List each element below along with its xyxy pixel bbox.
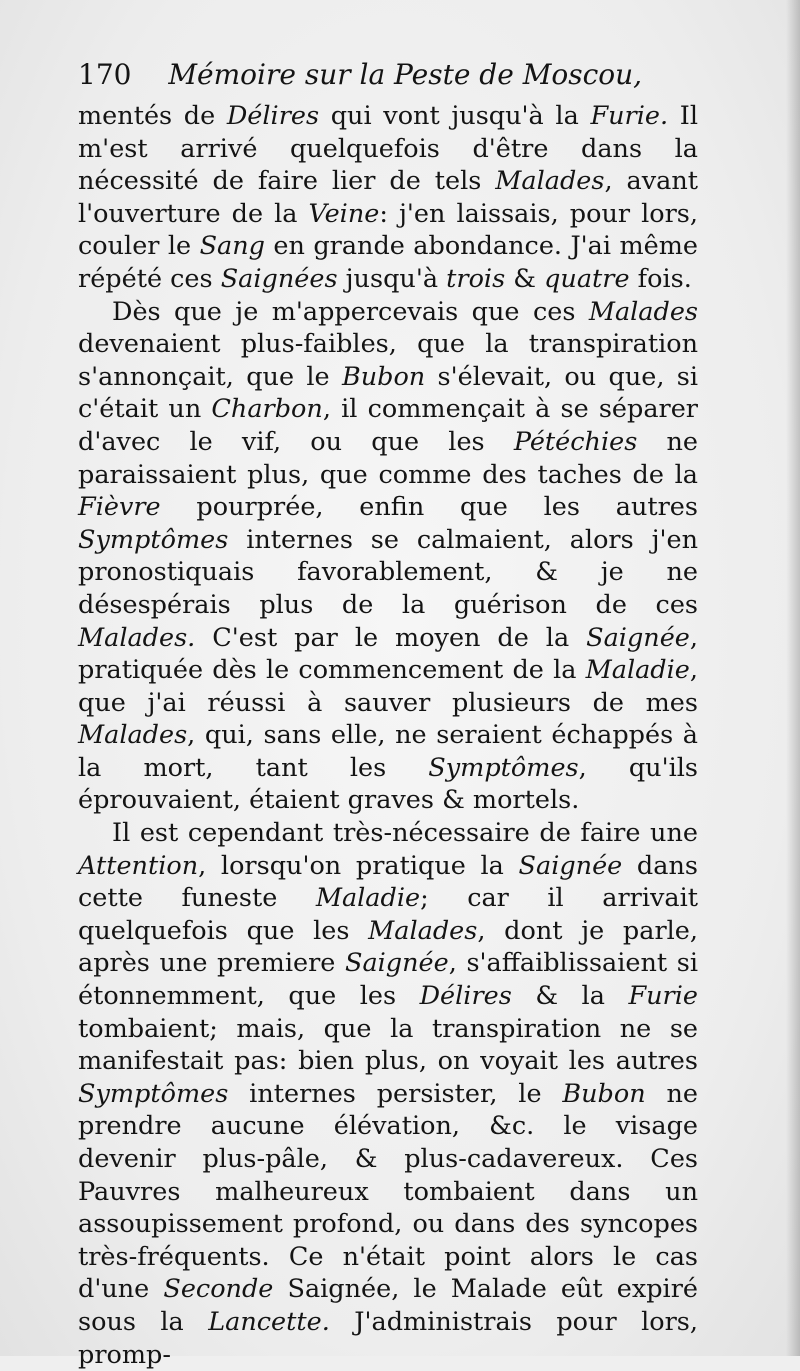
- paragraph-2: [78, 296, 698, 818]
- italic-term: Seconde: [163, 1274, 274, 1305]
- running-title: Mémoire sur la Peste de Moscou,: [168, 58, 643, 91]
- italic-term: Délires: [419, 981, 512, 1012]
- italic-term: Bubon: [562, 1078, 646, 1109]
- text-run: ne prendre aucune élévation, &c. le visage devenir plus-pâle, & plus-cadavereux. Ces Pauvres malheureux tombaient dans un assoupissement profond, ou dans des syncopes très-fréquents. Ce n'était point alors le cas d'une: [78, 1078, 699, 1305]
- italic-term: trois: [446, 263, 506, 294]
- italic-term: Délires: [226, 101, 320, 131]
- text-run: internes persister, le: [228, 1078, 563, 1109]
- italic-term: Attention: [78, 850, 199, 881]
- italic-term: Lancette.: [208, 1306, 330, 1337]
- text-run: Saignée, le Malade eût expiré sous la: [78, 1274, 698, 1337]
- italic-term: Saignées: [220, 263, 338, 294]
- text-run: pourprée, enfin que les autres: [160, 492, 698, 523]
- text-run: , avant l'ouverture de la: [78, 166, 698, 229]
- italic-term: quatre: [544, 263, 630, 294]
- text-run: , s'affaiblissaient si étonnemment, que les: [78, 948, 698, 1012]
- italic-term: Veine: [308, 198, 380, 229]
- text-run: ; car il arrivait quelquefois que les: [78, 883, 698, 946]
- paragraph-3: [78, 817, 698, 1371]
- text-run: dans cette funeste: [78, 850, 698, 914]
- italic-term: Furie.: [590, 101, 669, 131]
- text-run: , qui, sans elle, ne seraient échappés à la mort, tant les: [78, 720, 698, 783]
- text-run: , dont je parle, après une premiere: [78, 915, 698, 979]
- text-run: J'administrais pour lors, promp-: [78, 1306, 698, 1370]
- italic-term: Charbon: [211, 394, 323, 425]
- text-run: , pratiquée dès le commencement de la: [78, 622, 698, 686]
- italic-term: Pétéchies: [513, 426, 638, 457]
- text-run: , lorsqu'on pratique la: [198, 850, 519, 881]
- text-run: & la: [511, 981, 629, 1012]
- text-run: ne paraissaient plus, que comme des taches de la: [78, 426, 698, 490]
- text-run: tombaient; mais, que la transpiration ne se manifestait pas: bien plus, on voyait les autres: [78, 1013, 698, 1077]
- italic-term: Malades.: [78, 622, 196, 653]
- italic-term: Saignée: [344, 948, 449, 979]
- italic-term: Saignée: [518, 850, 623, 881]
- italic-term: Malades: [495, 166, 605, 197]
- page-number: 170: [78, 58, 132, 91]
- italic-term: Maladie: [315, 883, 421, 914]
- italic-term: Saignée: [586, 622, 690, 653]
- italic-term: Furie: [628, 981, 698, 1012]
- spine-shadow: [786, 0, 800, 1356]
- italic-term: Maladie: [585, 655, 690, 686]
- text-run: , que j'ai réussi à sauver plusieurs de mes: [78, 655, 698, 718]
- body-text: [78, 100, 698, 1371]
- italic-term: Bubon: [341, 361, 426, 392]
- text-run: mentés de: [78, 101, 227, 131]
- text-run: s'élevait, ou que, si c'était un: [78, 361, 698, 425]
- text-run: , il commençait à se séparer d'avec le vif, ou que les: [78, 394, 698, 457]
- text-run: Dès que je m'appercevais que ces: [112, 296, 589, 327]
- page-header: [78, 58, 643, 92]
- text-run: Il est cependant très-nécessaire de faire une: [112, 818, 698, 849]
- text-run: internes se calmaient, alors j'en pronostiquais favorablement, & je ne désespérais plus de la guérison de ces: [78, 524, 698, 620]
- italic-term: Symptômes: [428, 752, 579, 783]
- italic-term: Symptômes: [78, 524, 229, 555]
- italic-term: Fièvre: [78, 492, 161, 523]
- italic-term: Malades: [78, 720, 188, 751]
- italic-term: Sang: [199, 231, 265, 262]
- text-run: , qu'ils éprouvaient, étaient graves & mortels.: [78, 752, 698, 816]
- text-run: fois.: [629, 263, 692, 294]
- italic-term: Malades: [368, 915, 478, 946]
- text-run: : j'en laissais, pour lors, couler le: [78, 198, 699, 262]
- text-run: Il m'est arrivé quelquefois d'être dans la nécessité de faire lier de tels: [78, 101, 698, 197]
- text-run: qui vont jusqu'à la: [319, 101, 591, 131]
- italic-term: Malades: [588, 296, 698, 327]
- text-run: C'est par le moyen de la: [195, 622, 587, 653]
- text-run: en grande abondance. J'ai même répété ces: [78, 231, 698, 294]
- text-run: jusqu'à: [337, 263, 447, 294]
- text-run: &: [505, 263, 545, 294]
- paragraph-1: [78, 100, 698, 296]
- italic-term: Symptômes: [78, 1078, 229, 1109]
- text-run: devenaient plus-faibles, que la transpiration s'annonçait, que le: [78, 329, 698, 392]
